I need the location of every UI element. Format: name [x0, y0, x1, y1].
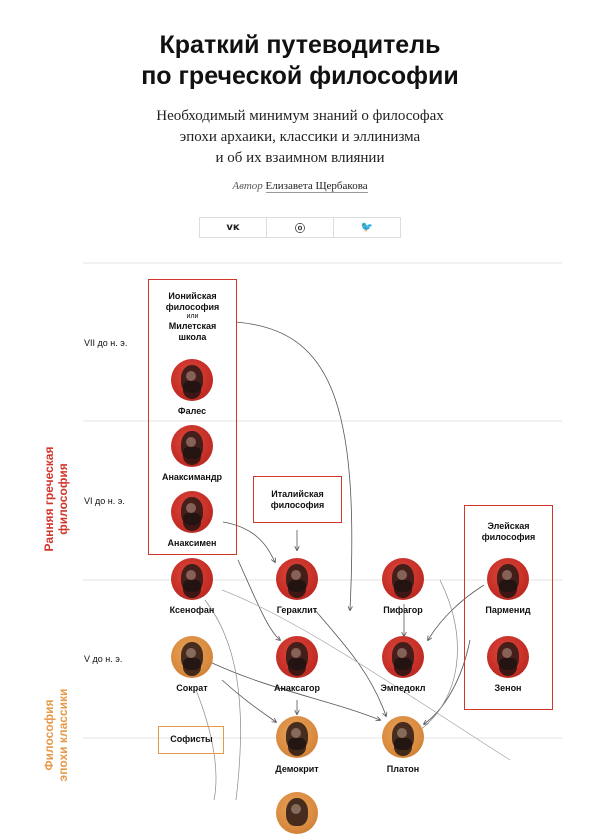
era-label-v: V до н. э.	[84, 654, 123, 664]
period-label-early	[42, 429, 72, 569]
period-early-line-2: философия	[56, 463, 70, 535]
twitter-icon: 🐦	[360, 222, 374, 233]
author-label: Автор	[232, 180, 263, 192]
title-line-1: Краткий путеводитель	[159, 31, 441, 59]
arrow-xenophanes-down	[205, 600, 241, 800]
heraclitus-name: Гераклит	[276, 605, 318, 615]
democritus-portrait[interactable]	[276, 716, 318, 758]
plato-portrait[interactable]	[382, 716, 424, 758]
ionian-title-line-4: школа	[178, 332, 207, 342]
era-label-vi: VI до н. э.	[84, 496, 125, 506]
arrow-heraclitus-plato	[315, 610, 386, 716]
subtitle-line-2: эпохи архаики, классики и эллинизма	[179, 129, 421, 145]
pythagoras-portrait[interactable]	[382, 558, 424, 600]
thales-name: Фалес	[177, 406, 207, 416]
eleatic-title-line-2: философия	[481, 532, 536, 542]
xenophanes-name: Ксенофан	[169, 605, 215, 615]
period-classic-line-2: эпохи классики	[56, 688, 70, 782]
italian-school-title	[253, 489, 342, 511]
socrates-name: Сократ	[176, 683, 208, 693]
parmenides-name: Парменид	[485, 605, 531, 615]
anaximander-name: Анаксимандр	[161, 472, 223, 482]
democritus-name: Демокрит	[275, 764, 319, 774]
italian-title-line-1: Италийская	[271, 489, 324, 499]
eleatic-title-line-1: Элейская	[487, 521, 530, 531]
ionian-title-line-2: философия	[165, 302, 220, 312]
empedocles-name: Эмпедокл	[380, 683, 426, 693]
heraclitus-portrait[interactable]	[276, 558, 318, 600]
italian-title-line-2: философия	[270, 500, 325, 510]
anaximander-portrait[interactable]	[171, 425, 213, 467]
socrates-portrait[interactable]	[171, 636, 213, 678]
thales-portrait[interactable]	[171, 359, 213, 401]
vk-icon: ᴠᴋ	[226, 222, 240, 233]
eleatic-school-title	[464, 521, 553, 543]
anaxagoras-portrait[interactable]	[276, 636, 318, 678]
period-label-classic	[42, 676, 72, 794]
odnoklassniki-icon: ⓞ	[295, 224, 305, 235]
plato-name: Платон	[386, 764, 420, 774]
anaximenes-portrait[interactable]	[171, 491, 213, 533]
subtitle-line-3: и об их взаимном влиянии	[215, 150, 385, 166]
ionian-title-or: или	[186, 313, 199, 320]
zeno-portrait[interactable]	[487, 636, 529, 678]
author-link[interactable]: Елизавета Щербакова	[265, 180, 368, 192]
period-early-line-1: Ранняя греческая	[42, 446, 56, 552]
sophists-title: Софисты	[170, 734, 213, 744]
title-line-2: по греческой философии	[141, 62, 459, 90]
pythagoras-name: Пифагор	[383, 605, 423, 615]
empedocles-portrait[interactable]	[382, 636, 424, 678]
ionian-title-line-1: Ионийская	[168, 291, 217, 301]
parmenides-portrait[interactable]	[487, 558, 529, 600]
xenophanes-portrait[interactable]	[171, 558, 213, 600]
era-label-vii: VII до н. э.	[84, 338, 128, 348]
ionian-school-title	[148, 291, 237, 343]
arrow-pythagoras-plato	[420, 580, 457, 730]
subtitle-line-1: Необходимый минимум знаний о философах	[156, 108, 444, 124]
arrow-ionian-anaxagoras	[238, 560, 280, 640]
ionian-title-line-3: Милетская	[168, 321, 217, 331]
anaxagoras-name: Анаксагор	[273, 683, 321, 693]
anaximenes-name: Анаксимен	[167, 538, 217, 548]
zeno-name: Зенон	[494, 683, 522, 693]
next-philosopher-portrait-partial[interactable]	[276, 792, 318, 834]
period-classic-line-1: Философия	[42, 699, 56, 771]
